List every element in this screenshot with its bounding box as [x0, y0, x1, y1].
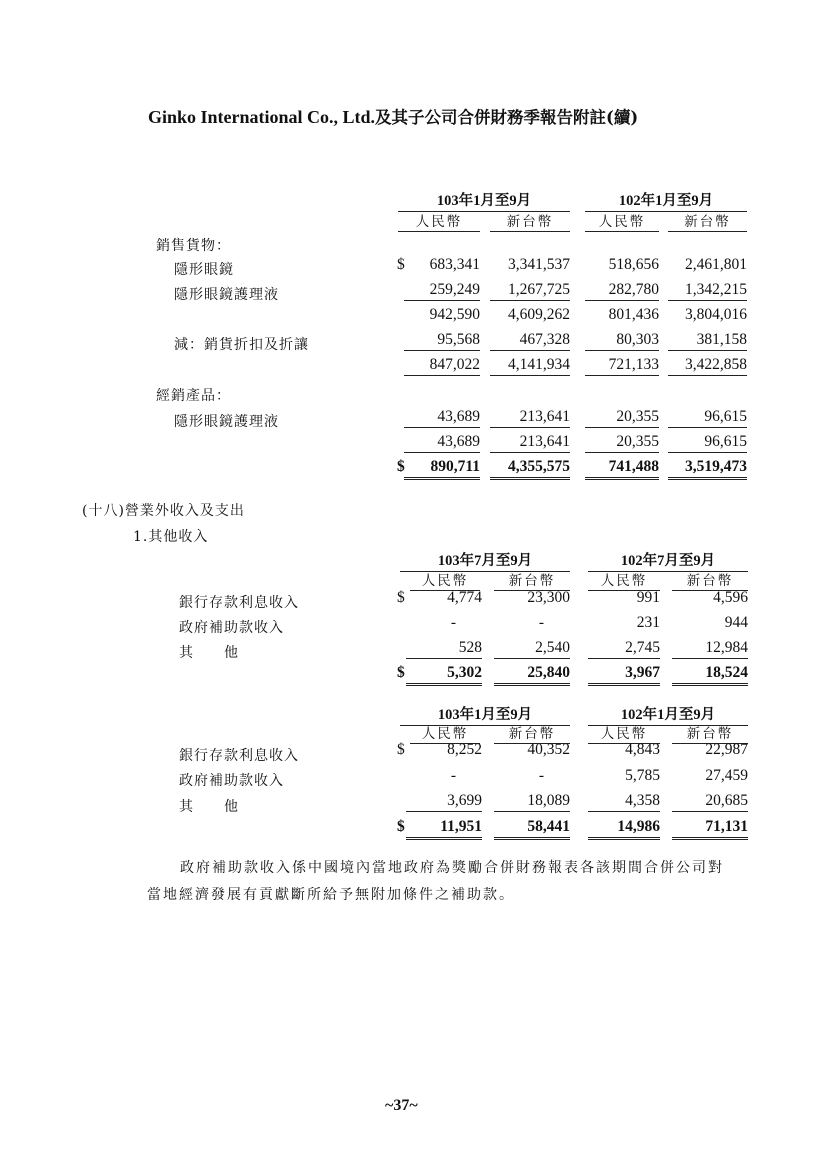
- total-cell: 890,711: [404, 458, 480, 480]
- total-cell: 11,951: [406, 818, 482, 840]
- value-cell: 259,249: [404, 281, 480, 301]
- value-cell: 4,609,262: [508, 306, 570, 323]
- value-cell: 683,341: [429, 256, 480, 273]
- value-cell: 231: [636, 614, 660, 631]
- value-cell: 1,342,215: [668, 281, 747, 301]
- total-cell: 4,355,575: [490, 458, 570, 480]
- value-cell: 721,133: [585, 356, 659, 376]
- page-number: ~37~: [385, 1097, 418, 1114]
- sales-currency-2: 新台幣: [490, 210, 570, 232]
- total-cell: 58,441: [494, 818, 570, 840]
- value-cell: 467,328: [490, 331, 570, 351]
- value-cell: 942,590: [429, 306, 480, 323]
- q3-period-left: 103年7月至9月: [400, 549, 570, 572]
- value-cell: 43,689: [404, 433, 480, 453]
- sales-period-left: 103年1月至9月: [398, 189, 570, 212]
- value-cell: 282,780: [585, 281, 659, 301]
- q3-currency-1: 人民幣: [410, 569, 480, 591]
- row-label: 銀行存款利息收入: [179, 748, 299, 764]
- nine-month-period-left: 103年1月至9月: [400, 703, 570, 726]
- total-cell: 25,840: [494, 664, 570, 686]
- value-cell: 20,355: [585, 433, 659, 453]
- value-cell: 381,158: [668, 331, 747, 351]
- dollar-sign: $: [397, 256, 405, 273]
- dollar-sign: $: [397, 458, 405, 475]
- value-cell: 213,641: [490, 433, 570, 453]
- value-cell: 3,699: [406, 792, 482, 812]
- value-cell: 23,300: [527, 589, 570, 606]
- distribution-heading: 經銷產品：: [156, 388, 231, 404]
- total-cell: 14,986: [588, 818, 660, 840]
- value-cell: 528: [406, 639, 482, 659]
- value-cell: 8,252: [447, 741, 482, 758]
- dollar-sign: $: [397, 589, 405, 606]
- value-cell: 4,141,934: [490, 356, 570, 376]
- row-label: 其 他: [179, 645, 239, 661]
- value-cell: 3,341,537: [508, 256, 570, 273]
- row-label: 政府補助款收入: [179, 773, 284, 789]
- value-cell: -: [450, 767, 456, 784]
- value-cell: 20,355: [585, 408, 659, 428]
- total-cell: 5,302: [406, 664, 482, 686]
- value-cell: 944: [724, 614, 748, 631]
- value-cell: 20,685: [672, 792, 748, 812]
- sales-period-right: 102年1月至9月: [585, 189, 747, 212]
- sales-heading: 銷售貨物：: [156, 238, 231, 254]
- page-title: [148, 104, 638, 128]
- section-title: (十八)營業外收入及支出: [82, 503, 245, 519]
- value-cell: 43,689: [404, 408, 480, 428]
- value-cell: 2,461,801: [685, 256, 747, 273]
- value-cell: 5,785: [625, 767, 660, 784]
- q3-currency-2: 新台幣: [494, 569, 570, 591]
- row-label: 其 他: [179, 799, 239, 815]
- sales-currency-1: 人民幣: [398, 210, 480, 232]
- value-cell: 96,615: [668, 433, 747, 453]
- note-line-1: 政府補助款收入係中國境內當地政府為獎勵合併財務報表各該期間合併公司對: [180, 860, 724, 876]
- value-cell: 801,436: [608, 306, 659, 323]
- total-cell: 71,131: [672, 818, 748, 840]
- value-cell: 4,358: [588, 792, 660, 812]
- value-cell: 518,656: [608, 256, 659, 273]
- total-cell: 3,519,473: [668, 458, 747, 480]
- value-cell: 95,568: [404, 331, 480, 351]
- value-cell: 2,540: [494, 639, 570, 659]
- value-cell: 18,089: [494, 792, 570, 812]
- row-label: 隱形眼鏡: [174, 262, 234, 278]
- row-label: 銀行存款利息收入: [179, 595, 299, 611]
- total-cell: 741,488: [585, 458, 659, 480]
- value-cell: 96,615: [668, 408, 747, 428]
- total-cell: 3,967: [588, 664, 660, 686]
- value-cell: 4,774: [447, 589, 482, 606]
- value-cell: 847,022: [404, 356, 480, 376]
- note-line-2: 當地經濟發展有貢獻斷所給予無附加條件之補助款。: [147, 887, 515, 903]
- value-cell: 213,641: [490, 408, 570, 428]
- q3-period-right: 102年7月至9月: [588, 549, 748, 572]
- q3-currency-4: 新台幣: [672, 569, 748, 591]
- nine-month-currency-2: 新台幣: [494, 722, 570, 744]
- value-cell: 1,267,725: [490, 281, 570, 301]
- value-cell: -: [538, 614, 544, 631]
- value-cell: 4,843: [625, 741, 660, 758]
- row-label: 減：銷貨折扣及折讓: [174, 337, 309, 353]
- value-cell: 3,422,858: [668, 356, 747, 376]
- value-cell: 12,984: [672, 639, 748, 659]
- value-cell: 40,352: [527, 741, 570, 758]
- row-label: 隱形眼鏡護理液: [174, 414, 279, 430]
- sales-currency-4: 新台幣: [668, 210, 747, 232]
- value-cell: 2,745: [588, 639, 660, 659]
- dollar-sign: $: [397, 664, 405, 681]
- nine-month-period-right: 102年1月至9月: [588, 703, 748, 726]
- value-cell: -: [450, 614, 456, 631]
- nine-month-currency-1: 人民幣: [410, 722, 480, 744]
- dollar-sign: $: [397, 741, 405, 758]
- dollar-sign: $: [397, 818, 405, 835]
- q3-currency-3: 人民幣: [588, 569, 660, 591]
- sales-currency-3: 人民幣: [585, 210, 659, 232]
- value-cell: 4,596: [713, 589, 748, 606]
- value-cell: 3,804,016: [685, 306, 747, 323]
- nine-month-currency-4: 新台幣: [672, 722, 748, 744]
- value-cell: 27,459: [705, 767, 748, 784]
- company-name: Ginko International Co., Ltd.: [148, 107, 376, 127]
- section-subtitle: 1.其他收入: [133, 529, 209, 545]
- title-suffix: 及其子公司合併財務季報告附註(續): [375, 108, 639, 127]
- row-label: 政府補助款收入: [179, 620, 284, 636]
- value-cell: 991: [636, 589, 660, 606]
- value-cell: -: [538, 767, 544, 784]
- total-cell: 18,524: [672, 664, 748, 686]
- nine-month-currency-3: 人民幣: [588, 722, 660, 744]
- value-cell: 80,303: [585, 331, 659, 351]
- row-label: 隱形眼鏡護理液: [174, 287, 279, 303]
- value-cell: 22,987: [705, 741, 748, 758]
